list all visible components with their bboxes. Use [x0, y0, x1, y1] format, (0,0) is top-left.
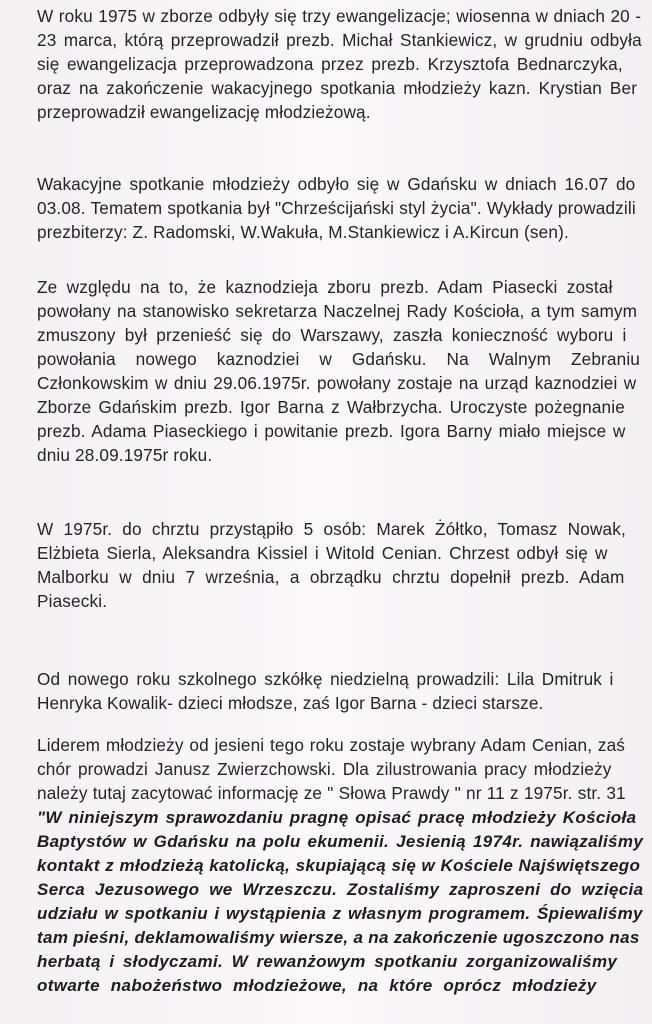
paragraph-new-preacher — [37, 275, 643, 467]
text-line: Henryka Kowalik- dzieci młodsze, zaś Igor Barna - dzieci starsze. — [37, 693, 544, 713]
text-line: się ewangelizacja przeprowadzona przez prezb. Krzysztofa Bednarczyka, — [37, 54, 623, 74]
quote-line: Serca Jezusowego we Wrzeszczu. Zostaliśmy zaproszeni do wzięcia — [37, 880, 644, 899]
text-line: 03.08. Tematem spotkania był "Chrześcijański styl życia". Wykłady prowadzili — [37, 198, 636, 218]
text-line: W roku 1975 w zborze odbyły się trzy ewangelizacje; wiosenna w dniach 20 - — [37, 6, 642, 26]
quote-line: otwarte nabożeństwo młodzieżowe, na które oprócz młodzieży — [37, 976, 597, 995]
text-line: Członkowskim w dniu 29.06.1975r. powołany zostaje na urząd kaznodziei w — [37, 373, 637, 393]
text-line: Elżbieta Sierla, Aleksandra Kissiel i Witold Cenian. Chrzest odbył się w — [37, 543, 608, 563]
text-line: przeprowadził ewangelizację młodzieżową. — [37, 102, 371, 122]
text-line: oraz na zakończenie wakacyjnego spotkania młodzieży kazn. Krystian Ber — [37, 78, 638, 98]
text-line: prezb. Adama Piaseckiego i powitanie prezb. Igora Barny miało miejsce w — [37, 421, 626, 441]
quote-line: Baptystów w Gdańsku na polu ekumenii. Jesienią 1974r. nawiązaliśmy — [37, 832, 644, 851]
text-line: dniu 28.09.1975r roku. — [37, 445, 213, 465]
text-line: Od nowego roku szkolnego szkółkę niedzielną prowadzili: Lila Dmitruk i — [37, 669, 614, 689]
text-line: prezbiterzy: Z. Radomski, W.Wakuła, M.Stankiewicz i A.Kircun (sen). — [37, 222, 569, 242]
paragraph-summer-meeting — [37, 172, 643, 244]
quote-line: kontakt z młodzieżą katolicką, skupiającą się w Kościele Najświętszego — [37, 856, 641, 875]
text-line: chór prowadzi Janusz Zwierzchowski. Dla zilustrowania pracy młodzieży — [37, 759, 612, 779]
quote-line: tam pieśni, deklamowaliśmy wiersze, a na zakończenie ugoszczono nas — [37, 928, 640, 947]
paragraph-baptism — [37, 517, 643, 613]
paragraph-youth-leader — [37, 733, 643, 805]
text-line: Zborze Gdańskim prezb. Igor Barna z Wałbrzycha. Uroczyste pożegnanie — [37, 397, 625, 417]
paragraph-evangelizations — [37, 4, 643, 124]
quote-line: udziału w spotkaniu i wystąpienia z własnym programem. Śpiewaliśmy — [37, 904, 643, 923]
text-line: Piasecki. — [37, 591, 108, 611]
quote-slowo-prawdy — [37, 806, 643, 998]
paragraph-sunday-school — [37, 667, 643, 715]
text-line: należy tutaj zacytować informację ze " Słowa Prawdy " nr 11 z 1975r. str. 31 — [37, 783, 626, 803]
text-line: Malborku w dniu 7 września, a obrządku chrztu dopełnił prezb. Adam — [37, 567, 625, 587]
text-line: zmuszony był przenieść się do Warszawy, zaszła konieczność wyboru i — [37, 325, 627, 345]
text-line: powołania nowego kaznodziei w Gdańsku. Na Walnym Zebraniu — [37, 349, 641, 369]
text-line: Liderem młodzieży od jesieni tego roku zostaje wybrany Adam Cenian, zaś — [37, 735, 626, 755]
text-line: Wakacyjne spotkanie młodzieży odbyło się w Gdańsku w dniach 16.07 do — [37, 174, 636, 194]
text-line: Ze względu na to, że kaznodzieja zboru prezb. Adam Piasecki został — [37, 277, 613, 297]
quote-line: "W niniejszym sprawozdaniu pragnę opisać pracę młodzieży Kościoła — [37, 808, 637, 827]
text-line: W 1975r. do chrztu przystąpiło 5 osób: Marek Żółtko, Tomasz Nowak, — [37, 519, 626, 539]
text-line: powołany na stanowisko sekretarza Naczelnej Rady Kościoła, a tym samym — [37, 301, 638, 321]
text-line: 23 marca, którą przeprowadził prezb. Michał Stankiewicz, w grudniu odbyła — [37, 30, 642, 50]
quote-line: herbatą i słodyczami. W rewanżowym spotkaniu zorganizowaliśmy — [37, 952, 618, 971]
